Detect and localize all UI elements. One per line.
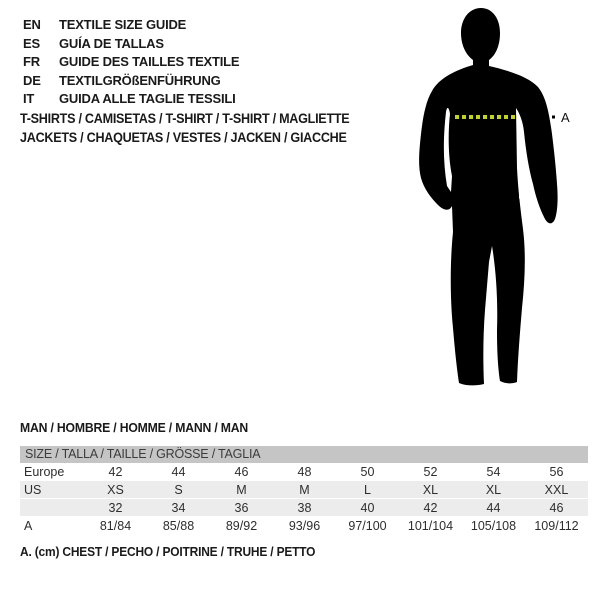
size-cell: 32 xyxy=(108,501,123,515)
size-cell: 42 xyxy=(423,501,438,515)
size-cell: XL xyxy=(485,483,502,497)
language-row xyxy=(23,16,239,35)
size-cell: 46 xyxy=(234,465,249,479)
size-cell: XXL xyxy=(544,483,569,497)
language-list xyxy=(23,16,239,109)
left-arm-gap xyxy=(444,108,452,192)
measure-label-a: A xyxy=(561,110,570,125)
size-cell: 34 xyxy=(171,501,186,515)
language-row xyxy=(23,35,239,54)
size-cell: 44 xyxy=(486,501,501,515)
row-label: US xyxy=(24,483,42,497)
language-row xyxy=(23,72,239,91)
right-arm-gap xyxy=(517,112,525,203)
category-lines xyxy=(20,109,349,147)
size-cell: M xyxy=(299,483,310,497)
size-cell: 101/104 xyxy=(407,519,454,533)
language-row xyxy=(23,53,239,72)
size-cell: 81/84 xyxy=(99,519,132,533)
size-cell: 52 xyxy=(423,465,438,479)
language-name: TEXTILE SIZE GUIDE xyxy=(59,17,187,32)
language-code: IT xyxy=(23,91,35,106)
language-code: ES xyxy=(23,35,40,51)
row-label: Europe xyxy=(24,465,65,479)
language-code: DE xyxy=(23,72,41,88)
size-cell: 38 xyxy=(297,501,312,515)
category-line-tshirts: T-SHIRTS / CAMISETAS / T-SHIRT / T-SHIRT / MAGLIETTE xyxy=(20,110,350,126)
section-heading: MAN / HOMBRE / HOMME / MANN / MAN xyxy=(20,420,249,435)
size-cell: 44 xyxy=(171,465,186,479)
size-cell: 85/88 xyxy=(162,519,195,533)
size-cell: M xyxy=(236,483,247,497)
language-code: EN xyxy=(23,17,41,32)
language-name: GUÍA DE TALLAS xyxy=(59,35,164,51)
category-line-jackets: JACKETS / CHAQUETAS / VESTES / JACKEN / GIACCHE xyxy=(20,129,347,145)
language-name: TEXTILGRÖßENFÜHRUNG xyxy=(59,72,221,88)
size-cell: 105/108 xyxy=(470,519,517,533)
size-note: A. (cm) CHEST / PECHO / POITRINE / TRUHE / PETTO xyxy=(20,544,316,559)
size-cell: 48 xyxy=(297,465,312,479)
size-cell: L xyxy=(364,483,371,497)
size-cell: XS xyxy=(107,483,124,497)
size-cell: S xyxy=(174,483,183,497)
size-cell: 42 xyxy=(108,465,123,479)
size-cell: 89/92 xyxy=(225,519,258,533)
size-cell: 93/96 xyxy=(288,519,321,533)
language-code: FR xyxy=(23,54,40,69)
size-cell: XL xyxy=(422,483,439,497)
size-cell: 97/100 xyxy=(348,519,387,533)
table-row xyxy=(20,517,588,535)
table-row xyxy=(20,499,588,517)
size-cell: 109/112 xyxy=(534,519,579,533)
man-body-shape xyxy=(419,8,557,385)
language-name: GUIDE DES TAILLES TEXTILE xyxy=(59,54,240,69)
size-table-rows xyxy=(20,463,588,535)
size-cell: 56 xyxy=(549,465,564,479)
row-label xyxy=(20,499,84,517)
language-row xyxy=(23,90,239,109)
row-label: A xyxy=(24,519,33,533)
table-row xyxy=(20,481,588,499)
table-row xyxy=(20,463,588,481)
size-cell: 40 xyxy=(360,501,375,515)
size-cell: 50 xyxy=(360,465,375,479)
size-cell: 36 xyxy=(234,501,249,515)
size-cell: 46 xyxy=(549,501,564,515)
language-name: GUIDA ALLE TAGLIE TESSILI xyxy=(59,91,236,106)
size-table xyxy=(20,446,588,535)
size-cell: 54 xyxy=(486,465,501,479)
size-table-header: SIZE / TALLA / TAILLE / GRÖSSE / TAGLIA xyxy=(20,446,588,463)
